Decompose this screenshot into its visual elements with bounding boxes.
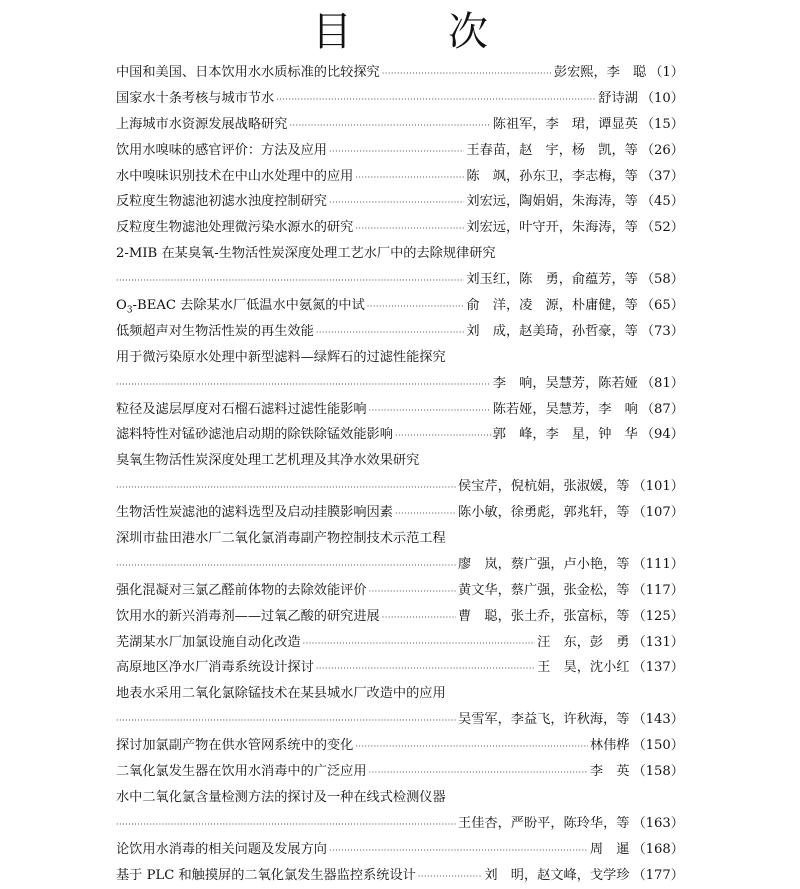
- entry-authors: 舒诗湖: [598, 90, 638, 106]
- toc-entry-14-title-line[interactable]: [116, 448, 684, 474]
- entry-page: （15）: [640, 116, 684, 132]
- entry-authors: 陈小敏，徐勇彪，郭兆轩，等: [458, 505, 630, 521]
- toc-entry-6[interactable]: [116, 189, 684, 215]
- entry-authors: 陈祖军，李 珺，谭显英: [492, 116, 638, 132]
- entry-title: 臭氧生物活性炭深度处理工艺机理及其净水效果研究: [116, 453, 420, 469]
- toc-entry-12[interactable]: [116, 397, 684, 423]
- entry-authors: 吴雪军，李益飞，许秋海，等: [458, 712, 630, 728]
- entry-page: （87）: [640, 401, 684, 417]
- entry-authors: 曹 聪，张土乔，张富标，等: [458, 608, 630, 624]
- entry-title: 芜湖某水厂加氯设施自动化改造: [116, 634, 301, 650]
- entry-page: （177）: [632, 867, 684, 883]
- entry-authors: 林伟桦: [589, 738, 630, 754]
- entry-title-wrap: [116, 293, 365, 319]
- entry-title: 基于 PLC 和触摸屏的二氧化氯发生器监控系统设计: [116, 867, 416, 883]
- entry-title: 强化混凝对三氯乙醛前体物的去除效能评价: [116, 582, 367, 598]
- entry-title: 2-MIB 在某臭氧-生物活性炭深度处理工艺水厂中的去除规律研究: [116, 246, 496, 262]
- toc-entry-24-title-line[interactable]: [116, 785, 684, 811]
- toc-entry-11-author-line[interactable]: [116, 371, 684, 397]
- entry-authors: 陈若娅，吴慧芳，李 响: [492, 401, 638, 417]
- entry-title: 低频超声对生物活性炭的再生效能: [116, 323, 314, 339]
- entry-title: 中国和美国、日本饮用水水质标准的比较探究: [116, 65, 380, 80]
- entry-title: 用于微污染原水处理中新型滤料—绿辉石的过滤性能探究: [116, 349, 446, 365]
- entry-authors: 汪 东，彭 勇: [537, 634, 630, 650]
- entry-page: （137）: [632, 660, 684, 676]
- entry-authors: 王 昊，沈小红: [537, 660, 630, 676]
- entry-title-prefix: O: [116, 298, 127, 314]
- toc-entry-4[interactable]: [116, 138, 684, 164]
- entry-authors: 刘宏远，陶娟娟，朱海涛，等: [466, 194, 638, 210]
- entry-page: （58）: [640, 272, 684, 288]
- page-title: [0, 6, 800, 58]
- entry-page: （10）: [640, 90, 684, 106]
- entry-title: 水中嗅味识别技术在中山水处理中的应用: [116, 168, 354, 184]
- toc-entry-21-title-line[interactable]: [116, 681, 684, 707]
- entry-authors: 刘宏远，叶守开，朱海涛，等: [466, 220, 638, 236]
- toc-entry-25[interactable]: [116, 837, 684, 863]
- toc-entry-26[interactable]: [116, 863, 684, 889]
- entry-title: 二氧化氯发生器在饮用水消毒中的广泛应用: [116, 764, 367, 780]
- entry-title: 地表水采用二氧化氯除锰技术在某县城水厂改造中的应用: [116, 686, 446, 702]
- toc-entry-13[interactable]: [116, 422, 684, 448]
- toc-entry-22[interactable]: [116, 733, 684, 759]
- entry-page: （125）: [632, 608, 684, 624]
- entry-authors: 廖 岚，蔡广强，卢小艳，等: [458, 556, 630, 572]
- entry-title: 饮用水的新兴消毒剂——过氧乙酸的研究进展: [116, 608, 380, 624]
- entry-page: （107）: [632, 505, 684, 521]
- entry-authors: 郭 峰，李 星，钟 华: [492, 427, 638, 443]
- entry-page: （52）: [640, 220, 684, 236]
- entry-title: 高原地区净水厂消毒系统设计探讨: [116, 660, 314, 676]
- entry-authors: 王春苗，赵 宇，杨 凯，等: [466, 142, 638, 158]
- entry-page: （131）: [632, 634, 684, 650]
- entry-title: 粒径及滤层厚度对石榴石滤料过滤性能影响: [116, 401, 367, 417]
- entry-title: 生物活性炭滤池的滤料选型及启动挂膜影响因素: [116, 505, 393, 521]
- entry-title: 反粒度生物滤池初滤水浊度控制研究: [116, 194, 327, 210]
- toc-entry-2[interactable]: [116, 86, 684, 112]
- toc-entry-16-title-line[interactable]: [116, 526, 684, 552]
- entry-page: （163）: [632, 815, 684, 831]
- entry-authors: 李 响，吴慧芳，陈若娅: [492, 375, 638, 391]
- entry-authors: 刘玉红，陈 勇，俞蕴芳，等: [466, 272, 638, 288]
- toc-entry-17[interactable]: [116, 578, 684, 604]
- entry-page: （81）: [640, 375, 684, 391]
- toc-entry-18[interactable]: [116, 604, 684, 630]
- entry-authors: 彭宏熙，李 聪: [553, 65, 647, 80]
- toc-entry-15[interactable]: [116, 500, 684, 526]
- toc-entry-16-author-line[interactable]: [116, 552, 684, 578]
- toc-entry-20[interactable]: [116, 655, 684, 681]
- entry-authors: 陈 飒，孙东卫，李志梅，等: [466, 168, 638, 184]
- entry-title: 滤料特性对锰砂滤池启动期的除铁除锰效能影响: [116, 427, 393, 443]
- entry-title: 深圳市盐田港水厂二氧化氯消毒副产物控制技术示范工程: [116, 531, 446, 547]
- toc-entry-10[interactable]: [116, 319, 684, 345]
- entry-page: （94）: [640, 427, 684, 443]
- toc-entry-3[interactable]: [116, 112, 684, 138]
- entry-title-subscript: 3: [126, 305, 133, 316]
- entry-page: （45）: [640, 194, 684, 210]
- title-char-1: 目: [312, 9, 352, 55]
- toc-entry-8-author-line[interactable]: [116, 267, 684, 293]
- toc-entry-23[interactable]: [116, 759, 684, 785]
- entry-authors: 侯宝芹，倪杭娟，张淑媛，等: [458, 479, 630, 495]
- toc-entry-8-title-line[interactable]: [116, 241, 684, 267]
- entry-title: -BEAC 去除某水厂低温水中氨氮的中试: [132, 298, 365, 314]
- toc-entry-24-author-line[interactable]: [116, 811, 684, 837]
- entry-title: 国家水十条考核与城市节水: [116, 90, 275, 106]
- table-of-contents: [116, 60, 684, 889]
- entry-page: （1）: [649, 65, 684, 80]
- entry-title: 饮用水嗅味的感官评价：方法及应用: [116, 142, 327, 158]
- entry-authors: 刘 成，赵美琦，孙哲豪，等: [466, 323, 638, 339]
- entry-authors: 俞 洋，凌 源，朴庸健，等: [466, 298, 638, 314]
- title-char-2: 次: [448, 9, 488, 55]
- entry-page: （37）: [640, 168, 684, 184]
- entry-title: 论饮用水消毒的相关问题及发展方向: [116, 841, 327, 857]
- entry-page: （158）: [632, 764, 684, 780]
- entry-title: 上海城市水资源发展战略研究: [116, 116, 288, 132]
- entry-page: （150）: [632, 738, 684, 754]
- entry-authors: 王佳杏，严盼平，陈玲华，等: [458, 815, 630, 831]
- entry-page: （117）: [632, 582, 684, 598]
- entry-authors: 周 暹: [589, 841, 630, 857]
- entry-page: （168）: [632, 841, 684, 857]
- entry-authors: 黄文华，蔡广强，张金松，等: [458, 582, 630, 598]
- toc-entry-14-author-line[interactable]: [116, 474, 684, 500]
- toc-entry-21-author-line[interactable]: [116, 707, 684, 733]
- entry-page: （65）: [640, 298, 684, 314]
- toc-entry-5[interactable]: [116, 164, 684, 190]
- toc-entry-1[interactable]: [116, 60, 684, 86]
- entry-page: （26）: [640, 142, 684, 158]
- entry-title: 水中二氧化氯含量检测方法的探讨及一种在线式检测仪器: [116, 789, 446, 805]
- entry-authors: 刘 明，赵文峰，戈学珍: [484, 867, 630, 883]
- entry-title: 探讨加氯副产物在供水管网系统中的变化: [116, 738, 354, 754]
- toc-entry-11-title-line[interactable]: [116, 345, 684, 371]
- toc-entry-19[interactable]: [116, 630, 684, 656]
- entry-page: （143）: [632, 712, 684, 728]
- toc-entry-7[interactable]: [116, 215, 684, 241]
- entry-authors: 李 英: [589, 764, 630, 780]
- entry-page: （101）: [632, 479, 684, 495]
- toc-entry-9[interactable]: [116, 293, 684, 319]
- entry-page: （73）: [640, 323, 684, 339]
- entry-title: 反粒度生物滤池处理微污染水源水的研究: [116, 220, 354, 236]
- entry-page: （111）: [632, 556, 684, 572]
